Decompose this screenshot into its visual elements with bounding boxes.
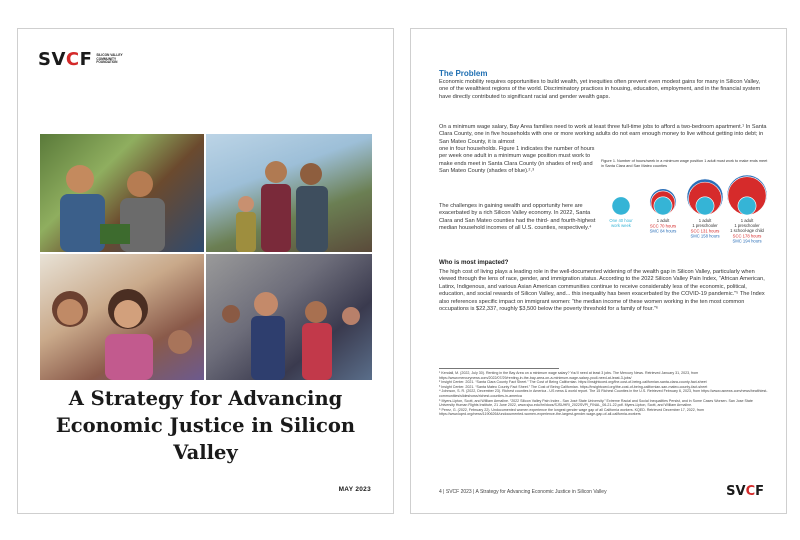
footnote-item: ⁶ Perez, G. (2022, February 22). Undocumented women experience the longest gender wage gap of all California workers. KQED. Retrieved December 17, 2022, from https://www.kqed.org/news/11906264/undocumented-women-experience-the-largest-gender-wage-gap-of-all-california-workers bbox=[439, 407, 704, 417]
figure-caption: Figure 1. Number of hours/week in a minimum wage position 1 adult must work to make ends meet in Santa Clara and San Mateo counties bbox=[601, 159, 768, 168]
smc-value-label: SMC 158 hours bbox=[690, 233, 720, 239]
photo-community-group bbox=[206, 254, 372, 380]
footnote-item: ³ Insight Center. 2021. “Santa Mateo County Fact Sheet.” The Cost of Being Californian. https://insightcced.org/the-cost-of-being-californian-san-mateo-county-fact-sheet bbox=[439, 384, 708, 389]
footnotes-list bbox=[439, 371, 769, 417]
footnote-item: ⁵ Myers-Lipton, Scott, and William Armaline. “2022 Silicon Valley Pain Index - San José State University.” Extreme Racial and Social Inequalities Persist, and in Some Cases Worsen. San Jose State University Human Rights Institute, 21 June 2022, www.sjsu.edu/hri/docs/SJSUHRI_2022SVPI_FINAL_06-21-22.pdf. Myers-Lipton, Scott, and William Armaline. bbox=[439, 398, 753, 408]
subsection-title: Who is most impacted? bbox=[439, 259, 509, 266]
cover-title: A Strategy for Advancing Economic Justice in Silicon Valley bbox=[55, 387, 356, 464]
figure-1 bbox=[601, 159, 771, 269]
category-label: 1 adult bbox=[656, 218, 670, 223]
bubble-base bbox=[612, 197, 630, 215]
footnote-item: ¹ Kendall, M. (2022, July 30). Renting in the Bay Area on a minimum wage salary? You'll need at least 3 jobs. The Mercury News. Retrieved January 31, 2023, from https://www.mercurynews.com/2022/07/29/renting-in-the-bay-area-on-a-minimum-wage-salary-youll-need-at-least-3-jobs/ bbox=[439, 371, 699, 380]
bubble-base bbox=[696, 197, 714, 215]
paragraph-3: The challenges in gaining wealth and opportunity here are exacerbated by a rich Silicon Valley economy. In 2022, Santa Clara and San Mateo counties had the third- and fourth-highest median household incomes of all U.S. counties, respectively.⁴ bbox=[439, 203, 596, 232]
logo-wordmark: SVCF bbox=[38, 49, 93, 70]
footnote-item: ⁴ Johnson, S. R. (2022, December 23). Richest counties in America - US news & world report. The 15 Richest Counties in the U.S. Retrieved February 6, 2023, from https://www.usnews.com/news/healthiest-communities/slideshows/richest-counties-in-america bbox=[439, 389, 768, 398]
category-label: 1 adult 1 preschooler 1 school-age child bbox=[730, 218, 764, 233]
footer-logo: SVCF bbox=[726, 484, 764, 499]
footnote-divider bbox=[439, 368, 559, 369]
page-footer-text: 4 | SVCF 2023 | A Strategy for Advancing Economic Justice in Silicon Valley bbox=[439, 489, 607, 495]
bubble-chart bbox=[601, 173, 771, 269]
smc-value-label: SMC 84 hours bbox=[649, 228, 677, 234]
category-label: 1 adult 1 preschooler bbox=[692, 218, 718, 228]
photo-gardeners bbox=[40, 134, 204, 252]
smc-value-label: SMC 194 hours bbox=[732, 238, 762, 244]
scc-value-label: SCC 70 hours bbox=[649, 223, 677, 229]
scc-value-label: SCC 178 hours bbox=[732, 233, 762, 239]
bubble-base bbox=[654, 197, 672, 215]
paragraph-2: On a minimum wage salary, Bay Area families need to work at least three full-time jobs to afford a two-bedroom apartment.¹ In Santa Clara County, one in five households with one or more working adults do not earn enough money to live without getting into debt; in San Mateo County, it is almost bbox=[439, 124, 767, 145]
photo-mother-children bbox=[40, 254, 204, 380]
paragraph-2-continued: one in four households. Figure 1 indicates the number of hours per week one adult in a minimum wage position must work to make ends meet in Santa Clara County (in shades of red) and San Mateo County (shades of blue).²˒³ bbox=[439, 146, 595, 175]
cover-page bbox=[17, 28, 394, 514]
scc-value-label: SCC 131 hours bbox=[690, 228, 720, 234]
cover-photo-collage bbox=[40, 134, 372, 380]
paragraph-4: The high cost of living plays a leading role in the well-documented widening of the wealth gap in Silicon Valley, particularly when viewed through the lens of race, gender, and immigration status. According to the 2022 Silicon Valley Pain Index, “African American, Latinx, Indigenous, and various Asian American communities continue to receive considerably less of the economic, political, education, and social rewards of Silicon Valley, and... this inequality has been exacerbated by the COVID-19 pandemic.”⁵ The Index also references specific impact on immigrant women: “the median income of these women working in the ten most common occupations is $22,337, roughly $3,500 below the poverty threshold for a family of four.”⁶ bbox=[439, 269, 765, 313]
paragraph-1: Economic mobility requires opportunities to build wealth, yet inequities often prevent even modest gains for many in Silicon Valley, one of the wealthiest regions of the world. Discriminatory practices in housing, education, employment, and in the financial system have directly contributed to significant racial and gender wealth gaps. bbox=[439, 79, 761, 100]
svcf-logo bbox=[38, 49, 130, 70]
photo-family bbox=[206, 134, 372, 252]
inner-page bbox=[410, 28, 787, 514]
logo-tagline: SILICON VALLEY COMMUNITY FOUNDATION bbox=[96, 52, 123, 65]
cover-date: MAY 2023 bbox=[338, 486, 371, 493]
section-title: The Problem bbox=[439, 69, 488, 78]
footnote-item: ² Insight Center. 2021. “Santa Clara County Fact Sheet.” The Cost of Being Californian. https://insightcced.org/the-cost-of-being-californian-santa-clara-county-fact-sheet bbox=[439, 380, 707, 385]
bubble-base bbox=[738, 197, 756, 215]
category-label: One 40 hour work week bbox=[609, 218, 633, 228]
